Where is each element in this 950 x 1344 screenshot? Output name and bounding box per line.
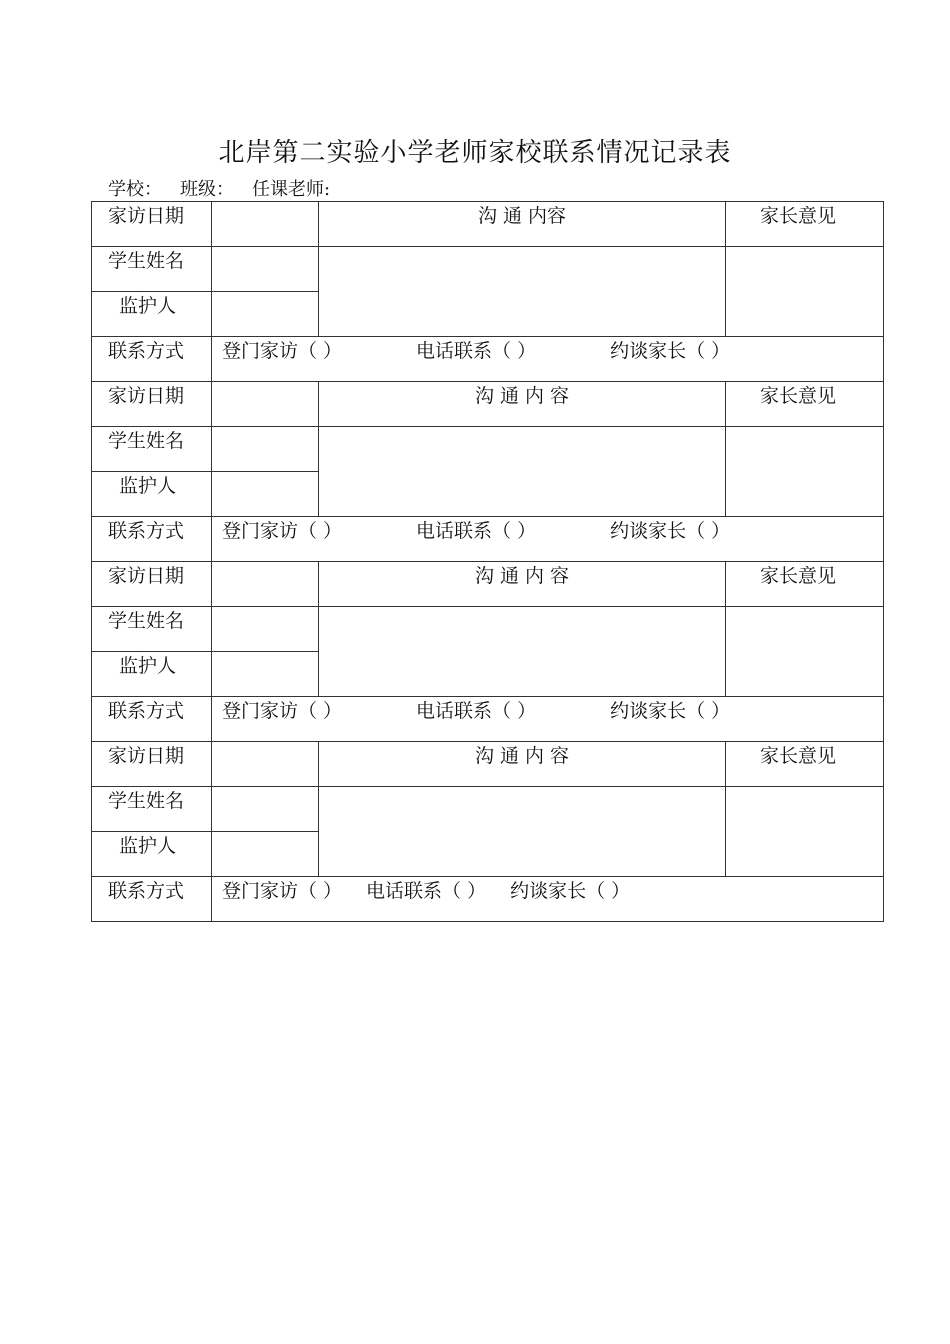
contact-method-row (92, 877, 884, 922)
visit-date-field[interactable] (212, 562, 319, 607)
guardian-label: 监护人 (92, 652, 212, 697)
content-header: 沟 通 内 容 (319, 382, 726, 427)
guardian-field[interactable] (212, 652, 319, 697)
guardian-field[interactable] (212, 832, 319, 877)
parent-opinion-header: 家长意见 (726, 202, 884, 247)
interview-option[interactable]: 约谈家长（ ） (510, 880, 631, 902)
contact-method-row (92, 337, 884, 382)
student-name-label: 学生姓名 (92, 607, 212, 652)
parent-opinion-field[interactable] (726, 787, 884, 877)
student-name-field[interactable] (212, 787, 319, 832)
content-header: 沟 通 内 容 (319, 562, 726, 607)
contact-method-options (212, 517, 884, 562)
parent-opinion-field[interactable] (726, 247, 884, 337)
phone-option[interactable]: 电话联系（ ） (416, 520, 537, 542)
student-name-field[interactable] (212, 607, 319, 652)
phone-option[interactable]: 电话联系（ ） (366, 880, 487, 902)
contact-method-options (212, 877, 884, 922)
student-name-field[interactable] (212, 427, 319, 472)
contact-method-row (92, 517, 884, 562)
visit-date-row (92, 742, 884, 787)
guardian-label: 监护人 (92, 292, 212, 337)
parent-opinion-header: 家长意见 (726, 742, 884, 787)
visit-date-field[interactable] (212, 202, 319, 247)
guardian-field[interactable] (212, 292, 319, 337)
contact-method-label: 联系方式 (92, 877, 212, 922)
home-visit-option[interactable]: 登门家访（ ） (222, 520, 343, 542)
teacher-label: 任课老师: (252, 179, 331, 200)
visit-date-label: 家访日期 (92, 202, 212, 247)
visit-date-row (92, 382, 884, 427)
interview-option[interactable]: 约谈家长（ ） (610, 700, 731, 722)
phone-option[interactable]: 电话联系（ ） (416, 700, 537, 722)
student-name-row (92, 607, 884, 652)
visit-date-field[interactable] (212, 742, 319, 787)
visit-date-label: 家访日期 (92, 382, 212, 427)
page-title: 北岸第二实验小学老师家校联系情况记录表 (218, 138, 732, 168)
contact-method-label: 联系方式 (92, 697, 212, 742)
student-name-label: 学生姓名 (92, 427, 212, 472)
content-field[interactable] (319, 247, 726, 337)
header-fields (108, 178, 330, 202)
contact-method-options (212, 697, 884, 742)
content-header: 沟 通 内容 (319, 202, 726, 247)
contact-method-label: 联系方式 (92, 517, 212, 562)
parent-opinion-field[interactable] (726, 607, 884, 697)
content-field[interactable] (319, 607, 726, 697)
contact-method-options (212, 337, 884, 382)
visit-date-label: 家访日期 (92, 562, 212, 607)
student-name-row (92, 247, 884, 292)
visit-date-field[interactable] (212, 382, 319, 427)
contact-method-row (92, 697, 884, 742)
visit-date-label: 家访日期 (92, 742, 212, 787)
visit-date-row (92, 562, 884, 607)
guardian-label: 监护人 (92, 472, 212, 517)
parent-opinion-header: 家长意见 (726, 562, 884, 607)
content-field[interactable] (319, 427, 726, 517)
phone-option[interactable]: 电话联系（ ） (416, 340, 537, 362)
student-name-label: 学生姓名 (92, 787, 212, 832)
guardian-label: 监护人 (92, 832, 212, 877)
student-name-label: 学生姓名 (92, 247, 212, 292)
home-visit-option[interactable]: 登门家访（ ） (222, 880, 343, 902)
visit-date-row (92, 202, 884, 247)
home-visit-option[interactable]: 登门家访（ ） (222, 700, 343, 722)
parent-opinion-field[interactable] (726, 427, 884, 517)
parent-opinion-header: 家长意见 (726, 382, 884, 427)
content-header: 沟 通 内 容 (319, 742, 726, 787)
interview-option[interactable]: 约谈家长（ ） (610, 340, 731, 362)
interview-option[interactable]: 约谈家长（ ） (610, 520, 731, 542)
student-name-row (92, 787, 884, 832)
guardian-field[interactable] (212, 472, 319, 517)
student-name-field[interactable] (212, 247, 319, 292)
student-name-row (92, 427, 884, 472)
contact-method-label: 联系方式 (92, 337, 212, 382)
content-field[interactable] (319, 787, 726, 877)
contact-record-table (91, 201, 884, 922)
class-label: 班级： (180, 179, 234, 200)
home-visit-option[interactable]: 登门家访（ ） (222, 340, 343, 362)
school-label: 学校： (108, 179, 162, 200)
